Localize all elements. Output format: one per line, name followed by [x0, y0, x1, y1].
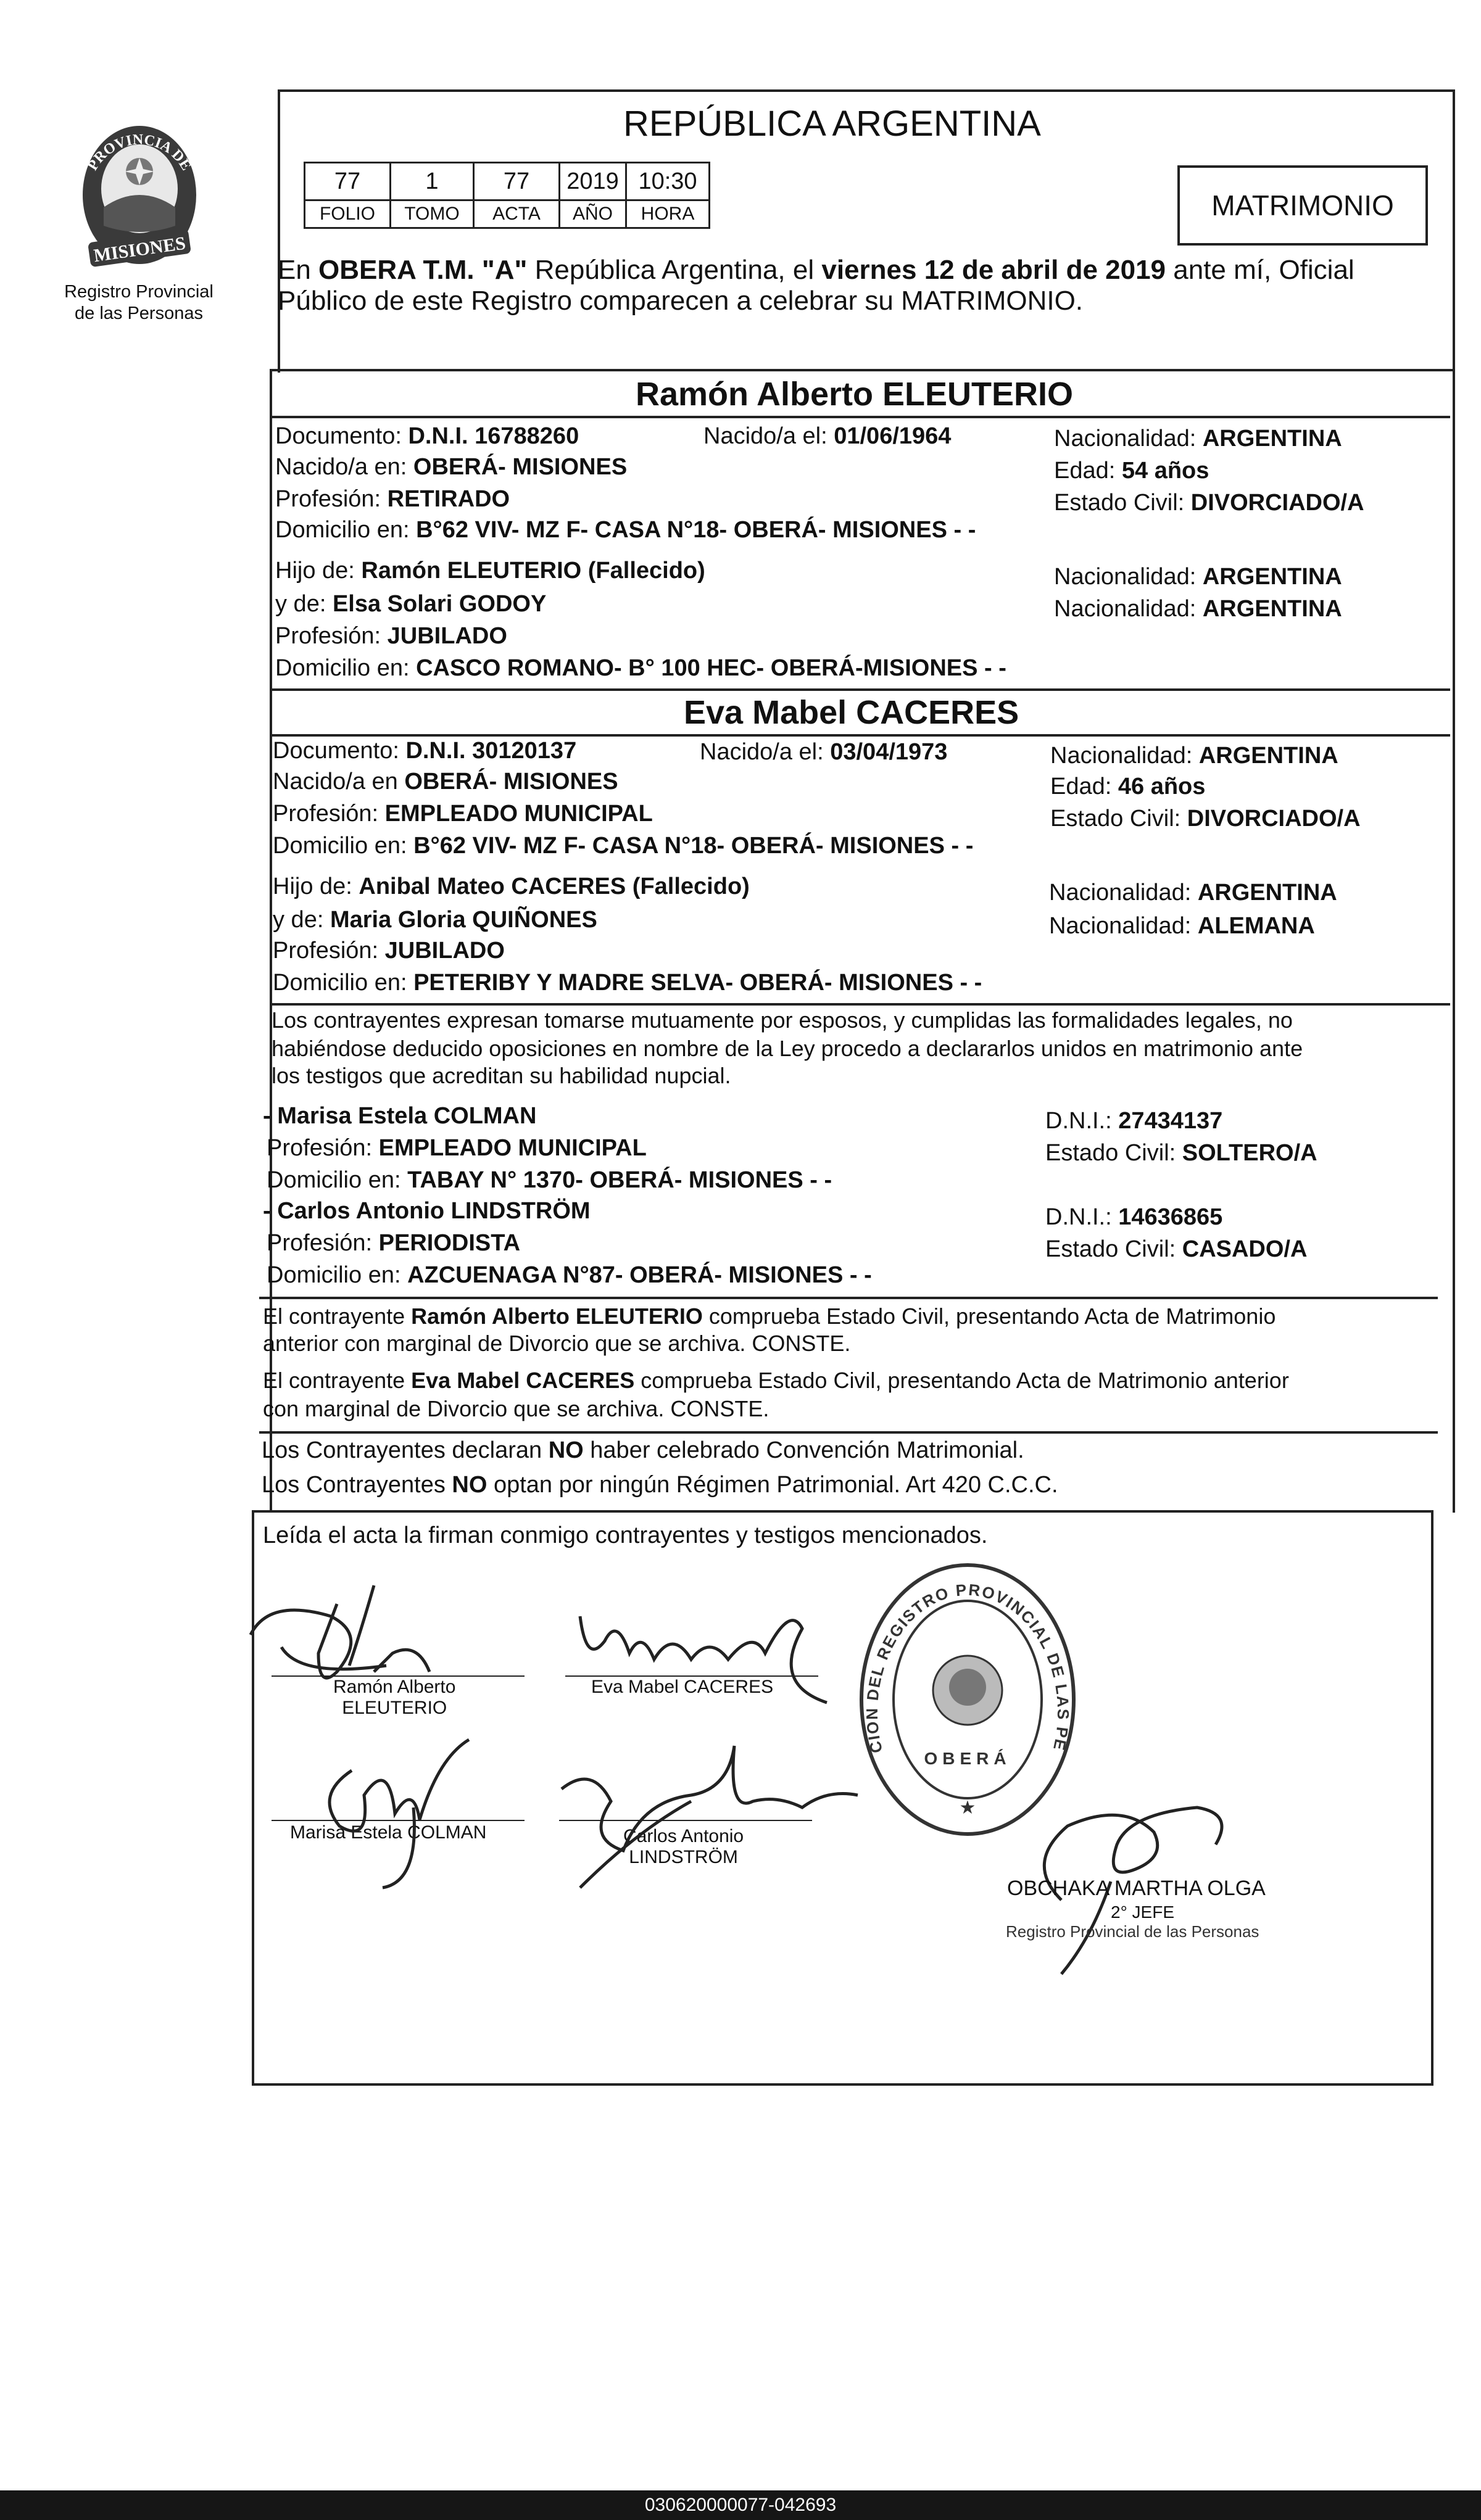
official-name: OBCHAKA MARTHA OLGA: [1007, 1877, 1266, 1900]
groom-profesion: Profesión: RETIRADO: [275, 486, 510, 512]
bride-padre: Hijo de: Anibal Mateo CACERES (Fallecido): [273, 874, 750, 899]
bride-nacido-el: Nacido/a el: 03/04/1973: [700, 739, 948, 765]
groom-madre-nacionalidad: Nacionalidad: ARGENTINA: [1054, 596, 1342, 622]
witness-1-name: - Marisa Estela COLMAN: [263, 1103, 537, 1129]
svg-text:MISIONES: MISIONES: [92, 233, 187, 266]
groom-madre: y de: Elsa Solari GODOY: [275, 591, 547, 617]
sig-1-name: Ramón Alberto ELEUTERIO: [333, 1677, 456, 1718]
note-1-line-2: anterior con marginal de Divorcio que se archiva. CONSTE.: [263, 1331, 851, 1356]
groom-nacido-el: Nacido/a el: 01/06/1964: [703, 423, 952, 449]
svg-text:DELEGACION DEL REGISTRO PROVIN: CION DEL REGISTRO PROVINCIAL DE LAS PE: [862, 1580, 1073, 1755]
bride-documento: Documento: D.N.I. 30120137: [273, 738, 577, 764]
provincial-seal: [67, 115, 212, 269]
declaration-line-1: Los contrayentes expresan tomarse mutuamente por esposos, y cumplidas las formalidades legales, no: [272, 1007, 1293, 1033]
bride-padres-profesion: Profesión: JUBILADO: [273, 938, 505, 964]
bride-nacionalidad: Nacionalidad: ARGENTINA: [1050, 743, 1338, 769]
groom-edad: Edad: 54 años: [1054, 458, 1209, 484]
witness-2-dni: D.N.I.: 14636865: [1045, 1204, 1223, 1230]
groom-documento: Documento: D.N.I. 16788260: [275, 423, 579, 449]
act-meta-table: [304, 162, 710, 229]
groom-nacido-en: Nacido/a en: OBERÁ- MISIONES: [275, 454, 628, 480]
witness-2-domicilio: Domicilio en: AZCUENAGA N°87- OBERÁ- MISIONES - -: [267, 1262, 872, 1288]
hora-label: HORA: [626, 200, 710, 228]
signature-witness-1: [290, 1721, 475, 1894]
closing-text: Leída el acta la firman conmigo contrayentes y testigos mencionados.: [263, 1522, 988, 1548]
acta-value: 77: [474, 163, 560, 200]
svg-text:OBERÁ: OBERÁ: [924, 1749, 1011, 1768]
act-type-box: MATRIMONIO: [1177, 165, 1428, 246]
acta-label: ACTA: [474, 200, 560, 228]
bride-madre-nacionalidad: Nacionalidad: ALEMANA: [1049, 913, 1315, 939]
witness-2-profesion: Profesión: PERIODISTA: [267, 1230, 521, 1256]
bride-name: Eva Mabel CACERES: [684, 694, 1019, 731]
tomo-label: TOMO: [391, 200, 474, 228]
regime-line-1: Los Contrayentes declaran NO haber celebrado Convención Matrimonial.: [262, 1437, 1024, 1463]
witness-2-estado: Estado Civil: CASADO/A: [1045, 1236, 1308, 1262]
signature-witness-2: [543, 1727, 864, 1900]
footer-code: 030620000077-042693: [0, 2490, 1481, 2520]
witness-1-domicilio: Domicilio en: TABAY N° 1370- OBERÁ- MISIONES - -: [267, 1167, 832, 1193]
hora-value: 10:30: [626, 163, 710, 200]
groom-padres-profesion: Profesión: JUBILADO: [275, 623, 507, 649]
groom-name: Ramón Alberto ELEUTERIO: [636, 376, 1074, 413]
groom-padre-nacionalidad: Nacionalidad: ARGENTINA: [1054, 564, 1342, 590]
witness-1-estado: Estado Civil: SOLTERO/A: [1045, 1140, 1317, 1166]
bride-madre: y de: Maria Gloria QUIÑONES: [273, 907, 597, 933]
svg-text:★: ★: [959, 1797, 976, 1819]
folio-label: FOLIO: [305, 200, 391, 228]
bride-domicilio: Domicilio en: B°62 VIV- MZ F- CASA N°18- OBERÁ- MISIONES - -: [273, 833, 974, 859]
sig-2-name: Eva Mabel CACERES: [591, 1677, 774, 1697]
witness-1-dni: D.N.I.: 27434137: [1045, 1108, 1223, 1134]
bride-profesion: Profesión: EMPLEADO MUNICIPAL: [273, 801, 653, 827]
intro-line-2: Público de este Registro comparecen a celebrar su MATRIMONIO.: [278, 286, 1084, 316]
country-title: REPÚBLICA ARGENTINA: [623, 104, 1041, 144]
note-2-line-2: con marginal de Divorcio que se archiva. CONSTE.: [263, 1396, 770, 1421]
bride-estado-civil: Estado Civil: DIVORCIADO/A: [1050, 806, 1361, 832]
svg-text:PROVINCIA DE: PROVINCIA DE: [85, 131, 194, 173]
signature-groom: [244, 1579, 510, 1727]
anio-value: 2019: [560, 163, 626, 200]
bride-padres-domicilio: Domicilio en: PETERIBY Y MADRE SELVA- OBERÁ- MISIONES - -: [273, 970, 982, 996]
official-stamp: [857, 1561, 1079, 1838]
groom-nacionalidad: Nacionalidad: ARGENTINA: [1054, 426, 1342, 452]
groom-estado-civil: Estado Civil: DIVORCIADO/A: [1054, 490, 1364, 516]
declaration-line-3: los testigos que acreditan su habilidad nupcial.: [272, 1063, 731, 1088]
official-office: Registro Provincial de las Personas: [1006, 1922, 1259, 1941]
regime-line-2: Los Contrayentes NO optan por ningún Régimen Patrimonial. Art 420 C.C.C.: [262, 1472, 1058, 1498]
witness-1-profesion: Profesión: EMPLEADO MUNICIPAL: [267, 1135, 647, 1161]
groom-padre: Hijo de: Ramón ELEUTERIO (Fallecido): [275, 558, 705, 584]
signature-bride: [568, 1592, 852, 1715]
note-2-line-1: El contrayente Eva Mabel CACERES comprueba Estado Civil, presentando Acta de Matrimonio anterior: [263, 1368, 1289, 1393]
declaration-line-2: habiéndose deducido oposiciones en nombre de la Ley procedo a declararlos unidos en matrimonio ante: [272, 1036, 1303, 1061]
sig-3-name: Marisa Estela COLMAN: [290, 1822, 487, 1843]
bride-nacido-en: Nacido/a en OBERÁ- MISIONES: [273, 769, 618, 795]
note-1-line-1: El contrayente Ramón Alberto ELEUTERIO comprueba Estado Civil, presentando Acta de Matrimonio: [263, 1303, 1276, 1329]
intro-line-1: En OBERA T.M. "A" República Argentina, el viernes 12 de abril de 2019 ante mí, Oficial: [278, 255, 1354, 285]
witness-2-name: - Carlos Antonio LINDSTRÖM: [263, 1198, 591, 1224]
folio-value: 77: [305, 163, 391, 200]
bride-edad: Edad: 46 años: [1050, 774, 1206, 799]
official-role: 2° JEFE: [1111, 1902, 1175, 1922]
groom-padres-domicilio: Domicilio en: CASCO ROMANO- B° 100 HEC- OBERÁ-MISIONES - -: [275, 655, 1006, 681]
bride-padre-nacionalidad: Nacionalidad: ARGENTINA: [1049, 880, 1337, 906]
anio-label: AÑO: [560, 200, 626, 228]
seal-caption: Registro Provincial de las Personas: [64, 282, 214, 323]
groom-domicilio: Domicilio en: B°62 VIV- MZ F- CASA N°18- OBERÁ- MISIONES - -: [275, 517, 976, 543]
tomo-value: 1: [391, 163, 474, 200]
sig-4-name: Carlos Antonio LINDSTRÖM: [623, 1826, 744, 1867]
